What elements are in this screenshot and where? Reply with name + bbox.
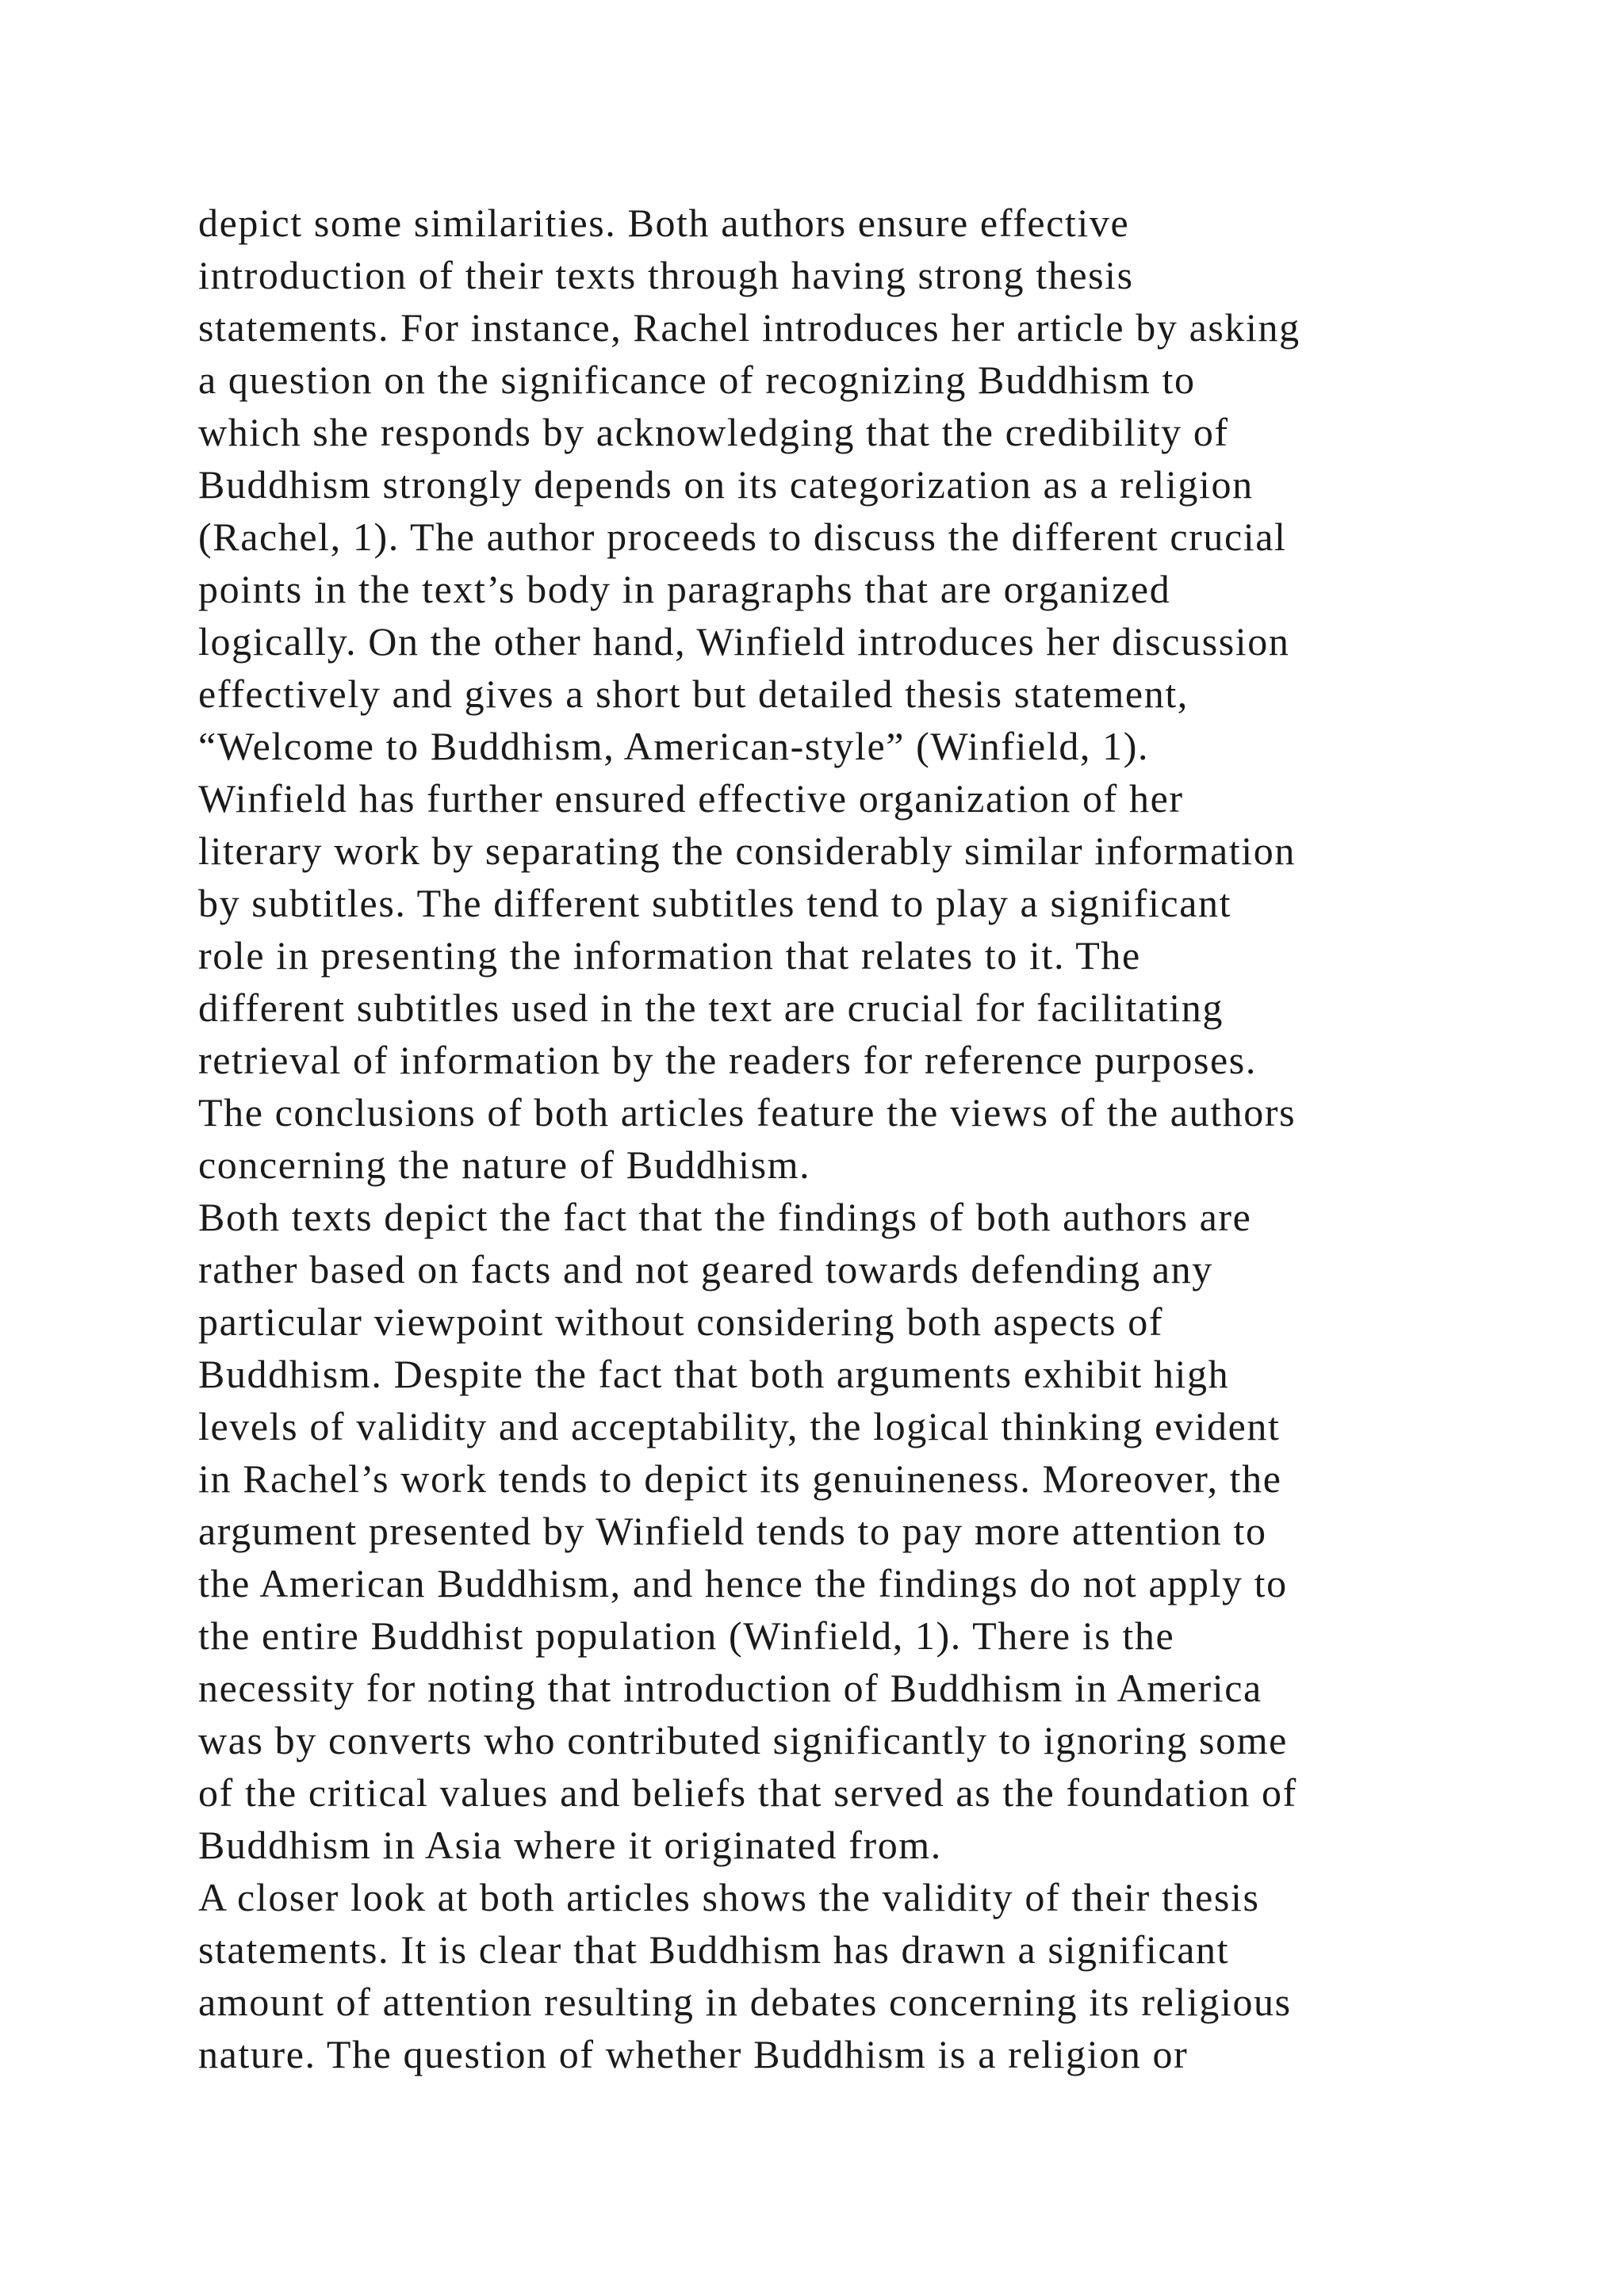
text-line: Buddhism. Despite the fact that both arguments exhibit high: [198, 1352, 1230, 1396]
text-line: necessity for noting that introduction of Buddhism in America: [198, 1666, 1262, 1710]
text-line: different subtitles used in the text are crucial for facilitating: [198, 985, 1224, 1030]
text-line: the American Buddhism, and hence the findings do not apply to: [198, 1561, 1288, 1605]
text-line: the entire Buddhist population (Winfield, 1). There is the: [198, 1613, 1175, 1658]
text-line: of the critical values and beliefs that served as the foundation of: [198, 1770, 1297, 1815]
text-line: The conclusions of both articles feature the views of the authors: [198, 1090, 1297, 1135]
text-line: retrieval of information by the readers for reference purposes.: [198, 1038, 1257, 1082]
text-line: A closer look at both articles shows the validity of their thesis: [198, 1875, 1260, 1919]
text-line: was by converts who contributed significantly to ignoring some: [198, 1718, 1288, 1762]
text-line: which she responds by acknowledging that the credibility of: [198, 410, 1229, 454]
text-line: depict some similarities. Both authors ensure effective: [198, 201, 1130, 245]
text-line: argument presented by Winfield tends to pay more attention to: [198, 1509, 1267, 1553]
text-line: amount of attention resulting in debates concerning its religious: [198, 1980, 1292, 2024]
text-line: statements. It is clear that Buddhism has drawn a significant: [198, 1927, 1230, 1972]
text-line: literary work by separating the considerably similar information: [198, 828, 1296, 873]
text-line: by subtitles. The different subtitles tend to play a significant: [198, 881, 1232, 925]
text-line: effectively and gives a short but detailed thesis statement,: [198, 672, 1189, 716]
text-line: introduction of their texts through having strong thesis: [198, 253, 1134, 297]
text-line: Buddhism strongly depends on its categorization as a religion: [198, 462, 1254, 507]
text-line: nature. The question of whether Buddhism is a religion or: [198, 2032, 1189, 2076]
text-line: Both texts depict the fact that the findings of both authors are: [198, 1195, 1252, 1239]
text-line: particular viewpoint without considering both aspects of: [198, 1299, 1164, 1344]
text-line: in Rachel’s work tends to depict its genuineness. Moreover, the: [198, 1456, 1282, 1501]
body-text: [198, 197, 1499, 2080]
text-line: levels of validity and acceptability, the logical thinking evident: [198, 1404, 1281, 1448]
text-line: Buddhism in Asia where it originated from.: [198, 1823, 942, 1867]
text-line: a question on the significance of recognizing Buddhism to: [198, 358, 1196, 402]
text-line: “Welcome to Buddhism, American-style” (Winfield, 1).: [198, 724, 1150, 768]
text-line: points in the text’s body in paragraphs that are organized: [198, 567, 1171, 611]
text-line: rather based on facts and not geared towards defending any: [198, 1247, 1213, 1292]
text-line: statements. For instance, Rachel introduces her article by asking: [198, 305, 1300, 350]
text-line: concerning the nature of Buddhism.: [198, 1142, 811, 1187]
text-line: Winfield has further ensured effective organization of her: [198, 776, 1184, 821]
text-line: logically. On the other hand, Winfield introduces her discussion: [198, 619, 1290, 664]
text-line: role in presenting the information that relates to it. The: [198, 933, 1141, 978]
text-line: (Rachel, 1). The author proceeds to discuss the different crucial: [198, 515, 1287, 559]
